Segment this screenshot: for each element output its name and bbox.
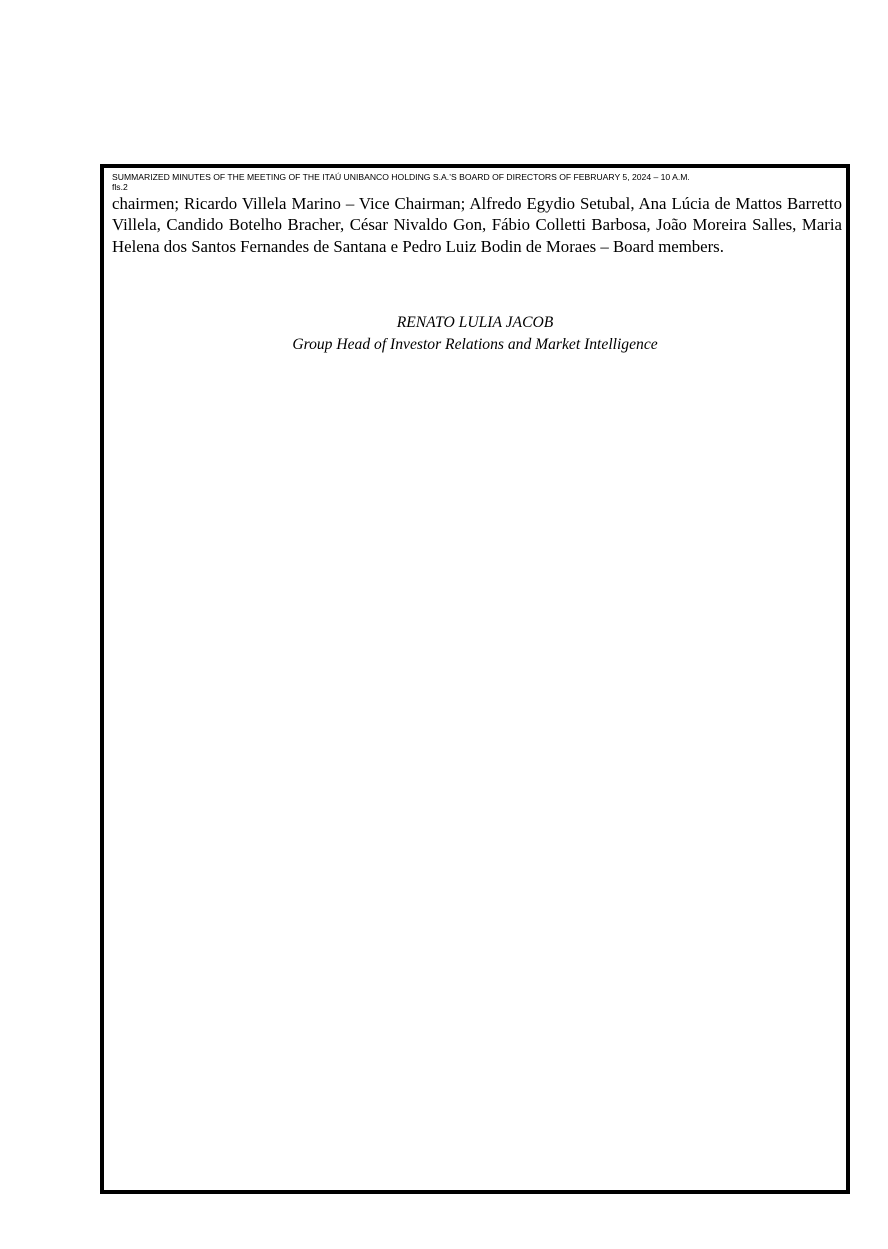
page-number: fls.2 bbox=[112, 182, 128, 192]
body-paragraph: chairmen; Ricardo Villela Marino – Vice Chairman; Alfredo Egydio Setubal, Ana Lúcia de Mattos Barretto Villela, Candido Botelho Bracher, César Nivaldo Gon, Fábio Colletti Barbosa, João Moreira Salles, Maria Helena dos Santos Fernandes de Santana e Pedro Luiz Bodin de Moraes – Board members. bbox=[112, 194, 842, 256]
page-frame bbox=[100, 164, 850, 1194]
document-header: SUMMARIZED MINUTES OF THE MEETING OF THE ITAÚ UNIBANCO HOLDING S.A.’S BOARD OF DIRECTORS OF FEBRUARY 5, 2024 – 10 A.M. bbox=[112, 172, 690, 182]
signature-block bbox=[104, 312, 846, 356]
signatory-name: RENATO LULIA JACOB bbox=[396, 314, 554, 331]
signatory-title: Group Head of Investor Relations and Market Intelligence bbox=[292, 336, 658, 353]
